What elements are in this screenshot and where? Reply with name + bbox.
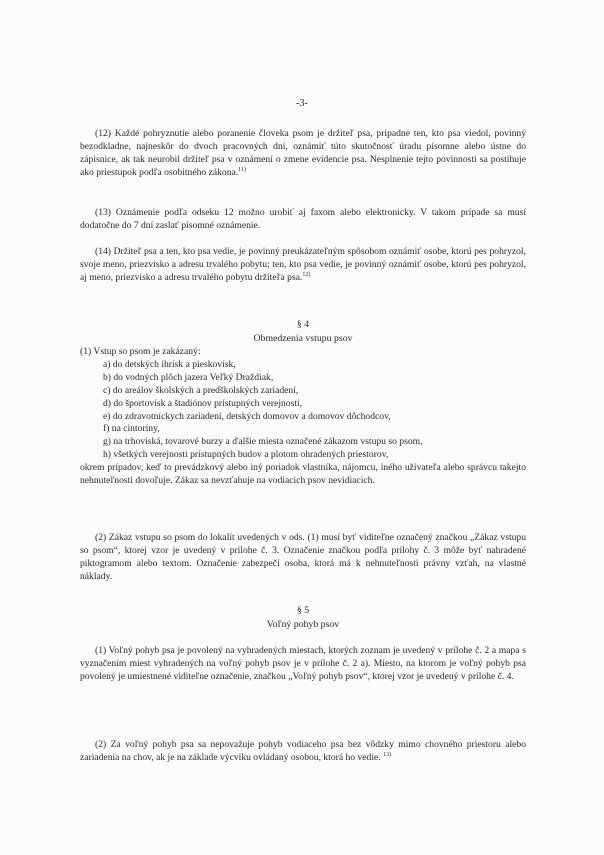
section-4-paragraph-2: (2) Zákaz vstupu so psom do lokalít uvedených v ods. (1) musí byť viditeľne označený značkou „Zákaz vstupu so psom“, ktorej vzor je uvedený v prílohe č. 3. Označenie značkou podľa prílohy č. 3 môže byť nahradené piktogramom alebo textom. Označenie zabezpečí osoba, ktorá má k nehnuteľnosti právny vzťah, na vlastné náklady. [80, 532, 526, 582]
paragraph-12 [80, 128, 526, 180]
section-5-title: Voľný pohyb psov [266, 619, 340, 630]
paragraph-12-text: (12) Každé pohryznutie alebo poranenie človeka psom je držiteľ psa, prípadne ten, kto psa viedol, povinný bezodkladne, najneskôr do dvoch pracovných dní, oznámiť túto skutočnosť úradu písomne alebo ústne do zápisnice, ak tak neurobil držiteľ psa v oznámení o zmene evidencie psa. Nesplnenie tejto povinnosti sa postihuje ako priestupok podľa osobitného zákona. [80, 128, 526, 178]
list-item-d: d) do športovísk a štadiónov prístupných verejnosti, [103, 397, 303, 409]
section-5-paragraph-1: (1) Voľný pohyb psa je povolený na vyhradených miestach, ktorých zoznam je uvedený v prílohe č. 2 a mapa s vyznačením miest vyhradených na voľný pohyb psov je v prílohe č. 2 a). Miesto, na ktorom je voľný pohyb psa povolený je umiestnené viditeľne označenie, značkou „Voľný pohyb psov“, ktorej vzor je uvedený v prílohe č. 4. [80, 645, 526, 682]
list-item-b: b) do vodných plôch jazera Veľký Draždiak, [103, 371, 274, 383]
page-number: -3- [296, 98, 308, 109]
section-5-number: § 5 [296, 605, 310, 616]
list-item-a: a) do detských ihrísk a pieskovísk, [103, 358, 236, 370]
list-item-c: c) do areálov školských a predškolských zariadení, [103, 384, 299, 396]
section-4-number: § 4 [296, 319, 310, 330]
list-item-e: e) do zdravotníckych zariadení, detských domovov a domovov dôchodcov, [103, 410, 391, 422]
list-item-f: f) na cintoríny, [103, 423, 160, 435]
section-5-paragraph-2 [80, 739, 526, 765]
footnote-ref-11: 11) [238, 166, 246, 173]
list-item-h: h) všetkých verejnosti prístupných budov a plotom ohradených priestorov, [103, 449, 389, 461]
section-5-paragraph-2-text: (2) Za voľný pohyb psa sa nepovažuje pohyb vodiaceho psa bez vôdzky mimo chovného priestoru alebo zariadenia na chov, ak je na základe výcviku ovládaný osobou, ktorá ho vedie. [80, 739, 526, 763]
list-item-g: g) na trhoviská, tovarové burzy a ďalšie miesta označené zákazom vstupu so psom, [103, 436, 423, 448]
section-4-closing: okrem prípadov, keď to prevádzkový alebo iný poriadok vlastníka, nájomcu, iného užívateľa alebo správcu takejto nehnuteľnosti dovoľuje. Zákaz sa nevzťahuje na vodiacich psov nevidiacich. [80, 462, 526, 487]
section-4-list [80, 346, 526, 488]
section-4-title: Obmedzenia vstupu psov [253, 333, 353, 344]
paragraph-13: (13) Oznámenie podľa odseku 12 možno urobiť aj faxom alebo elektronicky. V takom prípade sa musí dodatočne do 7 dní zaslať písomné oznámenie. [80, 207, 526, 231]
paragraph-14 [80, 246, 526, 285]
footnote-ref-13: 13) [383, 751, 392, 758]
paragraph-14-text: (14) Držiteľ psa a ten, kto psa vedie, je povinný preukázateľným spôsobom oznámiť osobe, ktorú pes pohryzol, svoje meno, priezvisko a adresu trvalého pobytu; ten, kto psa vedie, je povinný oznámiť osobe, ktorú pes pohryzol, aj meno, priezvisko a adresu trvalého pobytu držiteľa psa. [80, 246, 526, 283]
section-4-intro: (1) Vstup so psom je zakázaný: [80, 346, 201, 357]
footnote-ref-12: 12) [302, 271, 311, 278]
